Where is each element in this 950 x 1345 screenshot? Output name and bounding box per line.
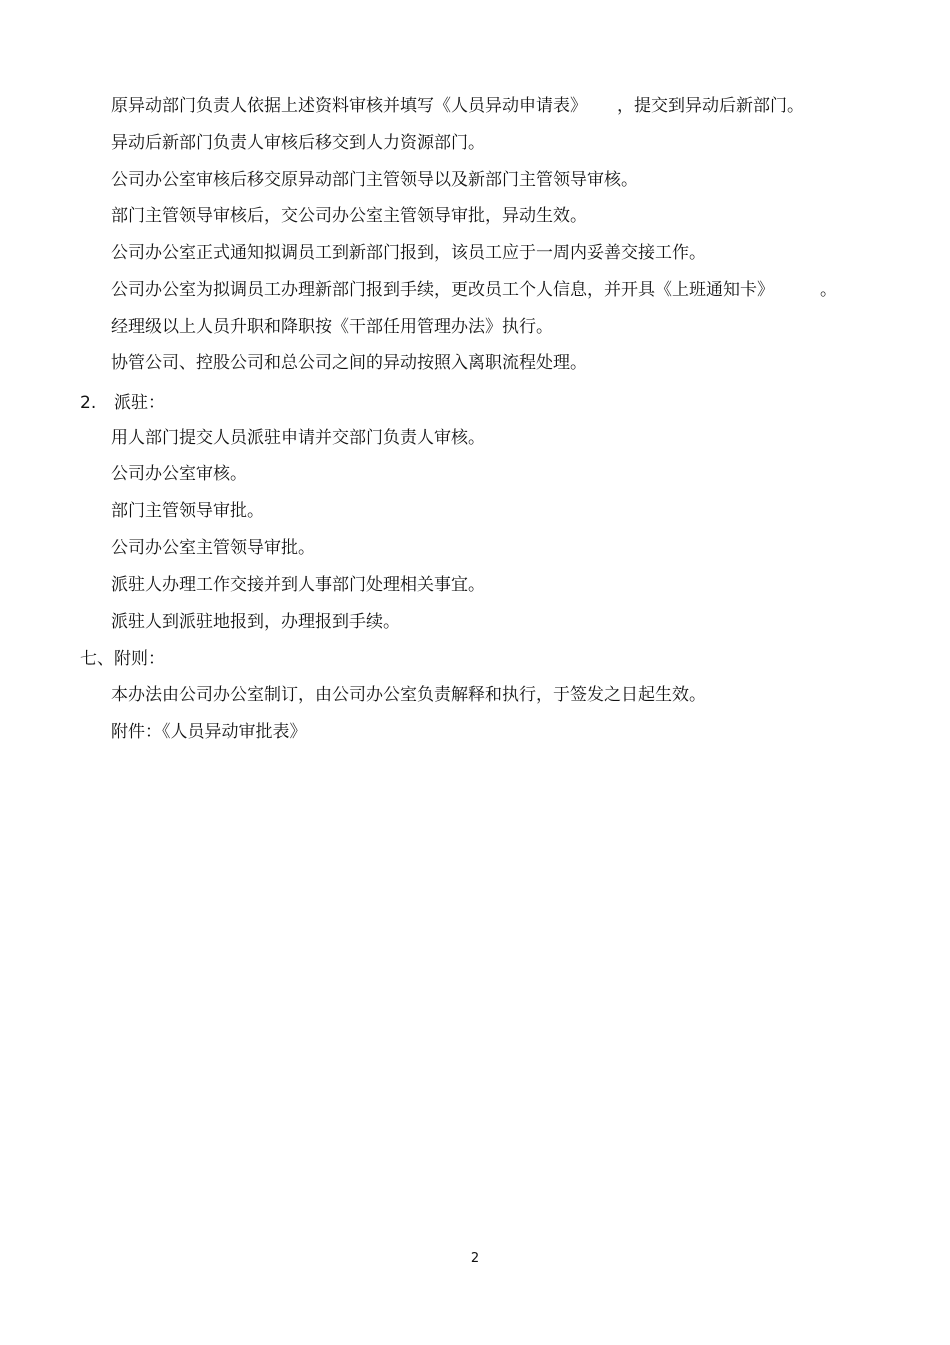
paragraph-line: 公司办公室审核后移交原异动部门主管领导以及新部门主管领导审核。: [111, 170, 638, 190]
paragraph-line: 附件：《人员异动审批表》: [111, 722, 307, 742]
paragraph-line: 部门主管领导审批。: [111, 501, 264, 521]
section-heading-7: 七、附则：: [80, 649, 165, 669]
paragraph-line: 派驻人办理工作交接并到人事部门处理相关事宜。: [111, 575, 485, 595]
line-text: 原异动部门负责人依据上述资料审核并填写《人员异动申请表》: [111, 96, 587, 116]
line-text: 公司办公室为拟调员工办理新部门报到手续，更改员工个人信息，并开具《上班通知卡》: [111, 280, 774, 300]
paragraph-line: 协管公司、控股公司和总公司之间的异动按照入离职流程处理。: [111, 353, 587, 373]
paragraph-line: 公司办公室审核。: [111, 464, 247, 484]
page-number: 2: [470, 1251, 480, 1266]
section-title: 派驻：: [114, 393, 165, 413]
section-number: 2.: [80, 393, 97, 413]
paragraph-line: 本办法由公司办公室制订，由公司办公室负责解释和执行，于签发之日起生效。: [111, 685, 706, 705]
paragraph-line: [111, 279, 837, 301]
paragraph-line: 异动后新部门负责人审核后移交到人力资源部门。: [111, 133, 485, 153]
paragraph-line: 派驻人到派驻地报到，办理报到手续。: [111, 612, 400, 632]
paragraph-line: 用人部门提交人员派驻申请并交部门负责人审核。: [111, 428, 485, 448]
line-text-tail: 。: [820, 280, 837, 300]
paragraph-line: 经理级以上人员升职和降职按《干部任用管理办法》执行。: [111, 317, 553, 337]
paragraph-line: 公司办公室主管领导审批。: [111, 538, 315, 558]
paragraph-line: 公司办公室正式通知拟调员工到新部门报到，该员工应于一周内妥善交接工作。: [111, 243, 706, 263]
section-heading-2: [80, 392, 165, 414]
paragraph-line: 部门主管领导审核后，交公司办公室主管领导审批，异动生效。: [111, 206, 587, 226]
paragraph-line: [111, 95, 804, 117]
line-text-tail: ，提交到异动后新部门。: [617, 96, 804, 116]
